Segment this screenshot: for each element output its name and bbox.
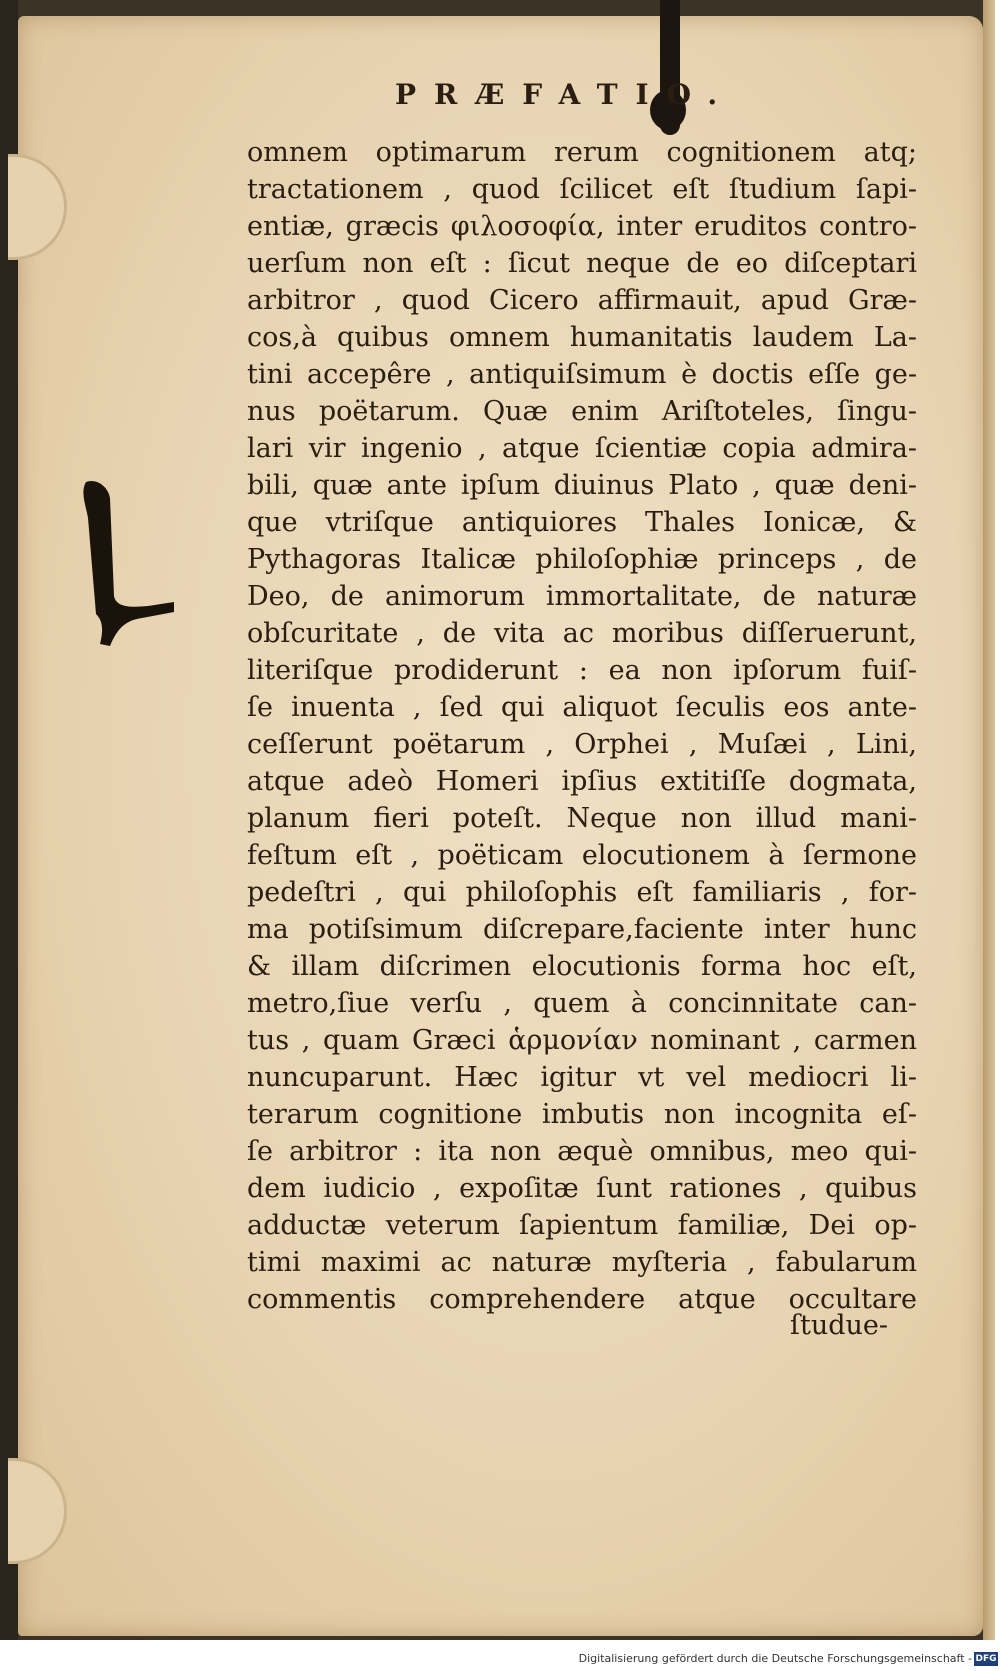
text-line: arbitror , quod Cicero affirmauit, apud Græ- xyxy=(247,285,917,316)
funding-credit: Digitalisierung gefördert durch die Deutsche Forschungsgemeinschaft - xyxy=(578,1652,972,1665)
text-line: tractationem , quod ſcilicet eſt ſtudium ſapi- xyxy=(247,174,917,205)
digitization-footer xyxy=(0,1650,1000,1671)
text-line: ma potiſsimum diſcrepare,faciente inter hunc xyxy=(247,914,917,945)
text-line: terarum cognitione imbutis non incognita eſ- xyxy=(247,1099,917,1130)
text-line: omnem optimarum rerum cognitionem atq; xyxy=(247,137,917,168)
text-line: adductæ veterum ſapientum familiæ, Dei op- xyxy=(247,1210,917,1241)
text-line: planum fieri poteſt. Neque non illud mani- xyxy=(247,803,917,834)
marginal-ink-mark-icon xyxy=(78,478,178,648)
text-line: pedeſtri , qui philoſophis eſt familiaris , for- xyxy=(247,877,917,908)
text-line: timi maximi ac naturæ myſteria , fabularum xyxy=(247,1247,917,1278)
binding-hole-top xyxy=(8,154,67,260)
text-line: Deo, de animorum immortalitate, de naturæ xyxy=(247,581,917,612)
running-head: PRÆFATIO. xyxy=(395,78,736,111)
page-right-edge xyxy=(983,0,995,1640)
text-line: ceſſerunt poëtarum , Orphei , Muſæi , Lini, xyxy=(247,729,917,760)
text-line: nuncuparunt. Hæc igitur vt vel mediocri li- xyxy=(247,1062,917,1093)
text-line: Pythagoras Italicæ philoſophiæ princeps , de xyxy=(247,544,917,575)
text-line: entiæ, græcis φιλοσοφία, inter eruditos contro- xyxy=(247,211,917,242)
text-line: obſcuritate , de vita ac moribus diſſeruerunt, xyxy=(247,618,917,649)
text-line: lari vir ingenio , atque ſcientiæ copia admira- xyxy=(247,433,917,464)
text-line: dem iudicio , expoſitæ ſunt rationes , quibus xyxy=(247,1173,917,1204)
binding-hole-bottom xyxy=(8,1458,67,1564)
text-line: metro,ſiue verſu , quem à concinnitate can- xyxy=(247,988,917,1019)
body-text xyxy=(247,134,917,1318)
text-line: commentis comprehendere atque occultare xyxy=(247,1284,917,1315)
text-line: ſe arbitror : ita non æquè omnibus, meo qui- xyxy=(247,1136,917,1167)
text-line: cos,à quibus omnem humanitatis laudem La- xyxy=(247,322,917,353)
text-line: ſe inuenta , ſed qui aliquot ſeculis eos ante- xyxy=(247,692,917,723)
text-line: que vtriſque antiquiores Thales Ionicæ, & xyxy=(247,507,917,538)
text-line: atque adeò Homeri ipſius extitiſſe dogmata, xyxy=(247,766,917,797)
text-line: feſtum eſt , poëticam elocutionem à ſermone xyxy=(247,840,917,871)
text-line: tini accepêre , antiquiſsimum è doctis eſſe ge- xyxy=(247,359,917,390)
text-line: bili, quæ ante ipſum diuinus Plato , quæ deni- xyxy=(247,470,917,501)
text-line: & illam diſcrimen elocutionis forma hoc eſt, xyxy=(247,951,917,982)
catchword: ſtudue- xyxy=(790,1310,889,1341)
text-line: nus poëtarum. Quæ enim Ariſtoteles, ſingu- xyxy=(247,396,917,427)
text-line: uerſum non eſt : ſicut neque de eo diſceptari xyxy=(247,248,917,279)
text-line: tus , quam Græci ἁρμονίαν nominant , carmen xyxy=(247,1025,917,1056)
text-line: literiſque prodiderunt : ea non ipſorum fuiſ- xyxy=(247,655,917,686)
dfg-logo: DFG xyxy=(975,1654,997,1664)
